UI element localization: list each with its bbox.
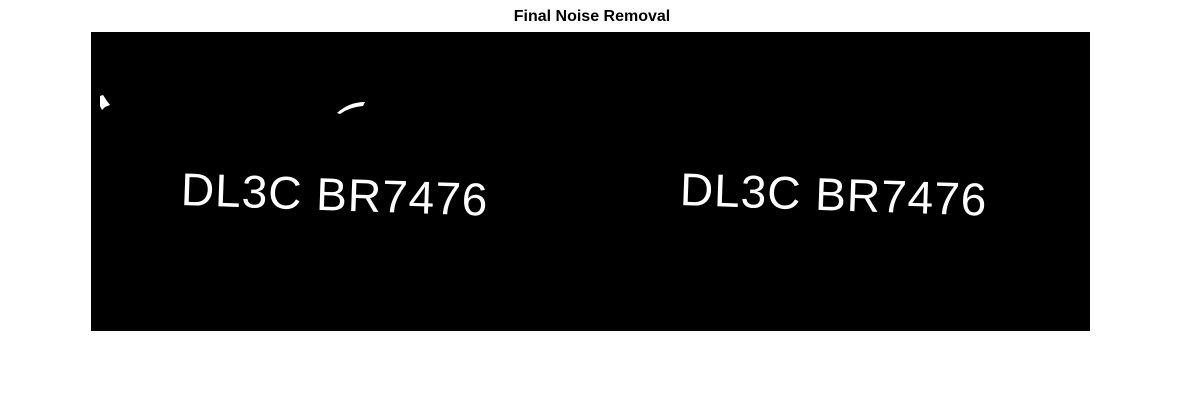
binary-image	[91, 32, 1090, 331]
plate-text-left: DL3C BR7476	[180, 163, 490, 226]
noise-blob-left	[100, 95, 110, 110]
plate-text-right: DL3C BR7476	[679, 163, 989, 226]
figure-title: Final Noise Removal	[513, 8, 671, 25]
noise-arc	[337, 102, 365, 114]
